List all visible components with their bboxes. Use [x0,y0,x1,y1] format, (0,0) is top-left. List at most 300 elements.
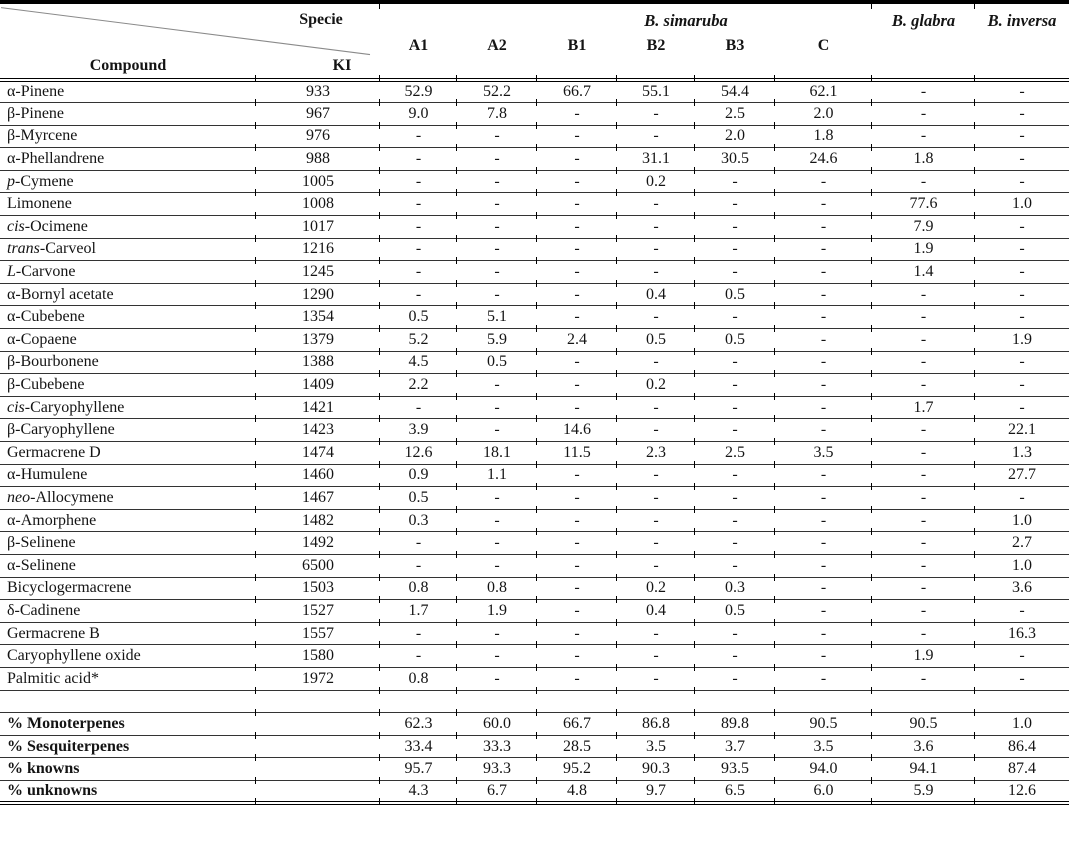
value-cell: - [617,464,695,487]
value-cell: - [872,329,975,352]
summary-value-cell: 4.8 [537,780,617,803]
value-cell: - [775,170,872,193]
compound-name-cell [0,170,256,193]
value-cell: 16.3 [975,622,1069,645]
compound-name: -Ocimene [24,217,88,235]
summary-value-cell: 1.0 [975,713,1069,736]
value-cell: - [775,261,872,284]
value-cell: - [695,645,775,668]
ki-cell: 1008 [256,193,380,216]
value-cell: - [695,509,775,532]
value-cell: - [457,509,537,532]
compound-row [0,261,1069,284]
compound-name: α-Bornyl acetate [7,285,114,303]
summary-value-cell: 89.8 [695,713,775,736]
value-cell: 0.5 [695,283,775,306]
value-cell: - [617,487,695,510]
compound-name-cell [0,554,256,577]
value-cell: - [537,148,617,171]
compound-row [0,622,1069,645]
value-cell: - [617,351,695,374]
value-cell: - [457,374,537,397]
subcolumn-header-b2: B2 [617,36,695,80]
value-cell: 1.9 [975,329,1069,352]
compound-row [0,125,1069,148]
summary-value-cell: 4.3 [380,780,457,803]
ki-cell: 1005 [256,170,380,193]
value-cell: - [617,622,695,645]
value-cell: - [617,238,695,261]
value-cell: - [537,261,617,284]
compound-prefix: cis [7,217,25,235]
value-cell: 5.1 [457,306,537,329]
value-cell: - [380,532,457,555]
value-cell: - [872,667,975,690]
compound-row [0,600,1069,623]
value-cell: - [775,193,872,216]
value-cell: - [537,283,617,306]
compound-row [0,577,1069,600]
compound-name: Palmitic acid* [7,669,99,687]
compound-name-cell [0,442,256,465]
summary-value-cell: 93.5 [695,758,775,781]
ki-cell: 1482 [256,509,380,532]
summary-value-cell: 12.6 [975,780,1069,803]
compound-row [0,396,1069,419]
value-cell: - [617,667,695,690]
value-cell: - [872,509,975,532]
compound-row [0,283,1069,306]
value-cell: - [775,283,872,306]
summary-value-cell: 95.7 [380,758,457,781]
ki-cell: 1388 [256,351,380,374]
compound-name-cell [0,464,256,487]
value-cell: - [775,306,872,329]
compound-name: α-Phellandrene [7,150,105,168]
value-cell: 4.5 [380,351,457,374]
compound-name-cell [0,351,256,374]
value-cell: - [537,645,617,668]
value-cell: - [617,396,695,419]
subcolumn-header-b1: B1 [537,36,617,80]
value-cell: 9.0 [380,103,457,126]
compound-name: -Carvone [15,263,76,281]
compound-row [0,509,1069,532]
compound-name: α-Humulene [7,466,88,484]
value-cell: - [975,374,1069,397]
compound-row [0,170,1069,193]
value-cell: - [537,396,617,419]
value-cell: 5.2 [380,329,457,352]
compound-name: Limonene [7,195,72,213]
header-row-species [0,2,1069,36]
value-cell: - [695,667,775,690]
value-cell: - [457,170,537,193]
compound-row [0,374,1069,397]
summary-value-cell: 86.8 [617,713,695,736]
value-cell: - [457,216,537,239]
value-cell: 2.3 [617,442,695,465]
spacer-cell [380,690,457,713]
value-cell: - [872,532,975,555]
compound-name-cell [0,509,256,532]
value-cell: - [617,645,695,668]
value-cell: - [617,532,695,555]
value-cell: - [975,216,1069,239]
summary-value-cell: 90.5 [775,713,872,736]
value-cell: - [975,487,1069,510]
summary-row [0,735,1069,758]
summary-value-cell: 28.5 [537,735,617,758]
compound-name-cell [0,261,256,284]
value-cell: - [775,419,872,442]
compound-row [0,80,1069,103]
ki-cell: 967 [256,103,380,126]
compound-name: β-Pinene [7,104,65,122]
value-cell: 27.7 [975,464,1069,487]
value-cell: - [775,374,872,397]
subcolumn-header-a2: A2 [457,36,537,80]
species-header-b-inversa: B. inversa [975,2,1069,80]
value-cell: - [695,374,775,397]
value-cell: - [695,464,775,487]
value-cell: - [537,238,617,261]
value-cell: - [537,509,617,532]
value-cell: - [975,667,1069,690]
value-cell: - [695,419,775,442]
value-cell: - [537,193,617,216]
value-cell: 1.8 [775,125,872,148]
ki-cell: 1216 [256,238,380,261]
value-cell: - [695,261,775,284]
value-cell: 12.6 [380,442,457,465]
value-cell: 7.8 [457,103,537,126]
value-cell: - [380,216,457,239]
value-cell: 2.0 [695,125,775,148]
ki-cell: 933 [256,80,380,103]
value-cell: 0.4 [617,600,695,623]
compound-prefix: L [7,263,16,281]
value-cell: - [457,238,537,261]
compound-name-cell [0,125,256,148]
value-cell: - [617,554,695,577]
value-cell: - [975,261,1069,284]
spacer-cell [617,690,695,713]
value-cell: 55.1 [617,80,695,103]
value-cell: - [872,283,975,306]
value-cell: 1.0 [975,509,1069,532]
compound-name: α-Selinene [7,556,76,574]
compound-name: α-Pinene [7,83,65,101]
ki-cell: 1474 [256,442,380,465]
compound-name-cell [0,103,256,126]
value-cell: - [775,554,872,577]
spacer-cell [537,690,617,713]
ki-cell: 1503 [256,577,380,600]
value-cell: 0.2 [617,577,695,600]
compound-name-cell [0,396,256,419]
value-cell: - [975,396,1069,419]
summary-value-cell: 6.7 [457,780,537,803]
value-cell: - [695,351,775,374]
summary-value-cell: 5.9 [872,780,975,803]
summary-row [0,758,1069,781]
value-cell: - [457,487,537,510]
value-cell: 1.0 [975,193,1069,216]
value-cell: 1.9 [872,645,975,668]
summary-ki-cell [256,713,380,736]
ki-cell: 1290 [256,283,380,306]
summary-row [0,713,1069,736]
value-cell: 0.2 [617,170,695,193]
value-cell: - [537,216,617,239]
value-cell: 11.5 [537,442,617,465]
value-cell: - [380,554,457,577]
value-cell: - [872,554,975,577]
summary-ki-cell [256,758,380,781]
value-cell: - [872,351,975,374]
compound-name: β-Bourbonene [7,353,99,371]
summary-value-cell: 3.5 [775,735,872,758]
summary-value-cell: 9.7 [617,780,695,803]
value-cell: - [617,419,695,442]
spacer-cell [0,690,256,713]
value-cell: - [380,283,457,306]
value-cell: - [537,667,617,690]
value-cell: 30.5 [695,148,775,171]
value-cell: - [775,351,872,374]
value-cell: - [537,374,617,397]
summary-value-cell: 62.3 [380,713,457,736]
value-cell: - [775,396,872,419]
value-cell: - [775,577,872,600]
value-cell: 7.9 [872,216,975,239]
compound-name-cell [0,329,256,352]
value-cell: 2.5 [695,103,775,126]
compound-name-cell [0,600,256,623]
value-cell: 0.8 [380,577,457,600]
summary-label-cell: % Monoterpenes [0,713,256,736]
value-cell: - [537,351,617,374]
summary-value-cell: 6.5 [695,780,775,803]
value-cell: - [537,554,617,577]
value-cell: 52.9 [380,80,457,103]
value-cell: - [695,306,775,329]
value-cell: - [872,103,975,126]
compound-name-cell [0,216,256,239]
compound-name: α-Amorphene [7,511,97,529]
compound-prefix: neo [7,488,31,506]
value-cell: 0.3 [380,509,457,532]
compound-name-cell [0,306,256,329]
ki-cell: 1245 [256,261,380,284]
value-cell: - [457,622,537,645]
compound-name-cell [0,148,256,171]
value-cell: - [975,148,1069,171]
spacer-cell [775,690,872,713]
summary-value-cell: 3.5 [617,735,695,758]
value-cell: - [975,103,1069,126]
diagonal-header-cell [0,2,380,80]
spacer-row [0,690,1069,713]
value-cell: 1.4 [872,261,975,284]
value-cell: - [457,667,537,690]
value-cell: 1.7 [872,396,975,419]
compound-name-cell [0,667,256,690]
compound-name-cell [0,645,256,668]
value-cell: - [457,261,537,284]
value-cell: 1.7 [380,600,457,623]
compound-name-cell [0,419,256,442]
compound-name: β-Myrcene [7,127,78,145]
value-cell: - [380,170,457,193]
summary-value-cell: 87.4 [975,758,1069,781]
ki-cell: 1972 [256,667,380,690]
spacer-cell [256,690,380,713]
summary-value-cell: 90.5 [872,713,975,736]
compound-label: Compound [89,57,167,74]
compound-name: Caryophyllene oxide [7,647,141,665]
value-cell: 0.9 [380,464,457,487]
value-cell: - [872,306,975,329]
value-cell: 2.5 [695,442,775,465]
compound-name: β-Caryophyllene [7,421,115,439]
compound-row [0,487,1069,510]
compound-prefix: trans [7,240,40,258]
value-cell: - [975,306,1069,329]
summary-value-cell: 6.0 [775,780,872,803]
value-cell: 2.4 [537,329,617,352]
value-cell: - [617,125,695,148]
ki-cell: 1017 [256,216,380,239]
value-cell: - [457,396,537,419]
compound-name: α-Copaene [7,330,77,348]
spacer-cell [975,690,1069,713]
compound-name-cell [0,80,256,103]
value-cell: 2.2 [380,374,457,397]
value-cell: - [775,532,872,555]
value-cell: - [457,148,537,171]
ki-cell: 1354 [256,306,380,329]
compound-name: Bicyclogermacrene [7,579,132,597]
value-cell: - [380,148,457,171]
ki-cell: 1421 [256,396,380,419]
value-cell: - [872,170,975,193]
value-cell: - [537,125,617,148]
subcolumn-header-a1: A1 [380,36,457,80]
value-cell: 1.8 [872,148,975,171]
value-cell: 0.5 [695,329,775,352]
value-cell: - [537,306,617,329]
value-cell: - [775,216,872,239]
summary-label-cell: % unknowns [0,780,256,803]
subcolumn-header-b3: B3 [695,36,775,80]
ki-cell: 1460 [256,464,380,487]
value-cell: - [457,125,537,148]
compound-row [0,306,1069,329]
value-cell: 0.8 [380,667,457,690]
value-cell: - [872,374,975,397]
value-cell: 2.7 [975,532,1069,555]
summary-value-cell: 33.4 [380,735,457,758]
value-cell: - [872,125,975,148]
value-cell: 52.2 [457,80,537,103]
value-cell: - [380,261,457,284]
value-cell: - [872,419,975,442]
value-cell: - [537,103,617,126]
ki-cell: 1379 [256,329,380,352]
value-cell: - [695,193,775,216]
value-cell: - [380,193,457,216]
value-cell: - [617,306,695,329]
summary-ki-cell [256,780,380,803]
compound-name: -Caryophyllene [24,398,125,416]
compound-row [0,464,1069,487]
value-cell: - [872,442,975,465]
value-cell: - [457,532,537,555]
compound-row [0,667,1069,690]
value-cell: - [695,396,775,419]
ki-cell: 6500 [256,554,380,577]
value-cell: - [457,419,537,442]
value-cell: 66.7 [537,80,617,103]
compound-name: Germacrene D [7,443,101,461]
compound-row [0,148,1069,171]
value-cell: 0.5 [695,600,775,623]
summary-value-cell: 95.2 [537,758,617,781]
value-cell: - [775,509,872,532]
compound-row [0,442,1069,465]
value-cell: - [457,283,537,306]
compound-name-cell [0,622,256,645]
value-cell: - [695,554,775,577]
compound-row [0,238,1069,261]
ki-label: KI [332,57,352,74]
value-cell: - [695,238,775,261]
compound-name-cell [0,532,256,555]
value-cell: - [380,645,457,668]
summary-value-cell: 60.0 [457,713,537,736]
value-cell: 54.4 [695,80,775,103]
compound-name-cell [0,238,256,261]
subcolumn-header-c: C [775,36,872,80]
compound-row [0,216,1069,239]
value-cell: 5.9 [457,329,537,352]
ki-cell: 1409 [256,374,380,397]
value-cell: - [975,600,1069,623]
ki-cell: 988 [256,148,380,171]
compound-name: Germacrene B [7,624,100,642]
value-cell: - [775,329,872,352]
value-cell: - [380,238,457,261]
species-header-b-simaruba: B. simaruba [380,2,872,36]
table-body [0,80,1069,803]
summary-value-cell: 66.7 [537,713,617,736]
specie-label: Specie [299,11,343,28]
compound-name-cell [0,283,256,306]
compound-row [0,645,1069,668]
summary-row [0,780,1069,803]
compound-name: -Cymene [15,172,74,190]
value-cell: - [975,80,1069,103]
value-cell: - [975,170,1069,193]
ki-cell: 1467 [256,487,380,510]
summary-value-cell: 86.4 [975,735,1069,758]
value-cell: 3.9 [380,419,457,442]
value-cell: - [537,577,617,600]
compound-name-cell [0,487,256,510]
value-cell: - [617,103,695,126]
